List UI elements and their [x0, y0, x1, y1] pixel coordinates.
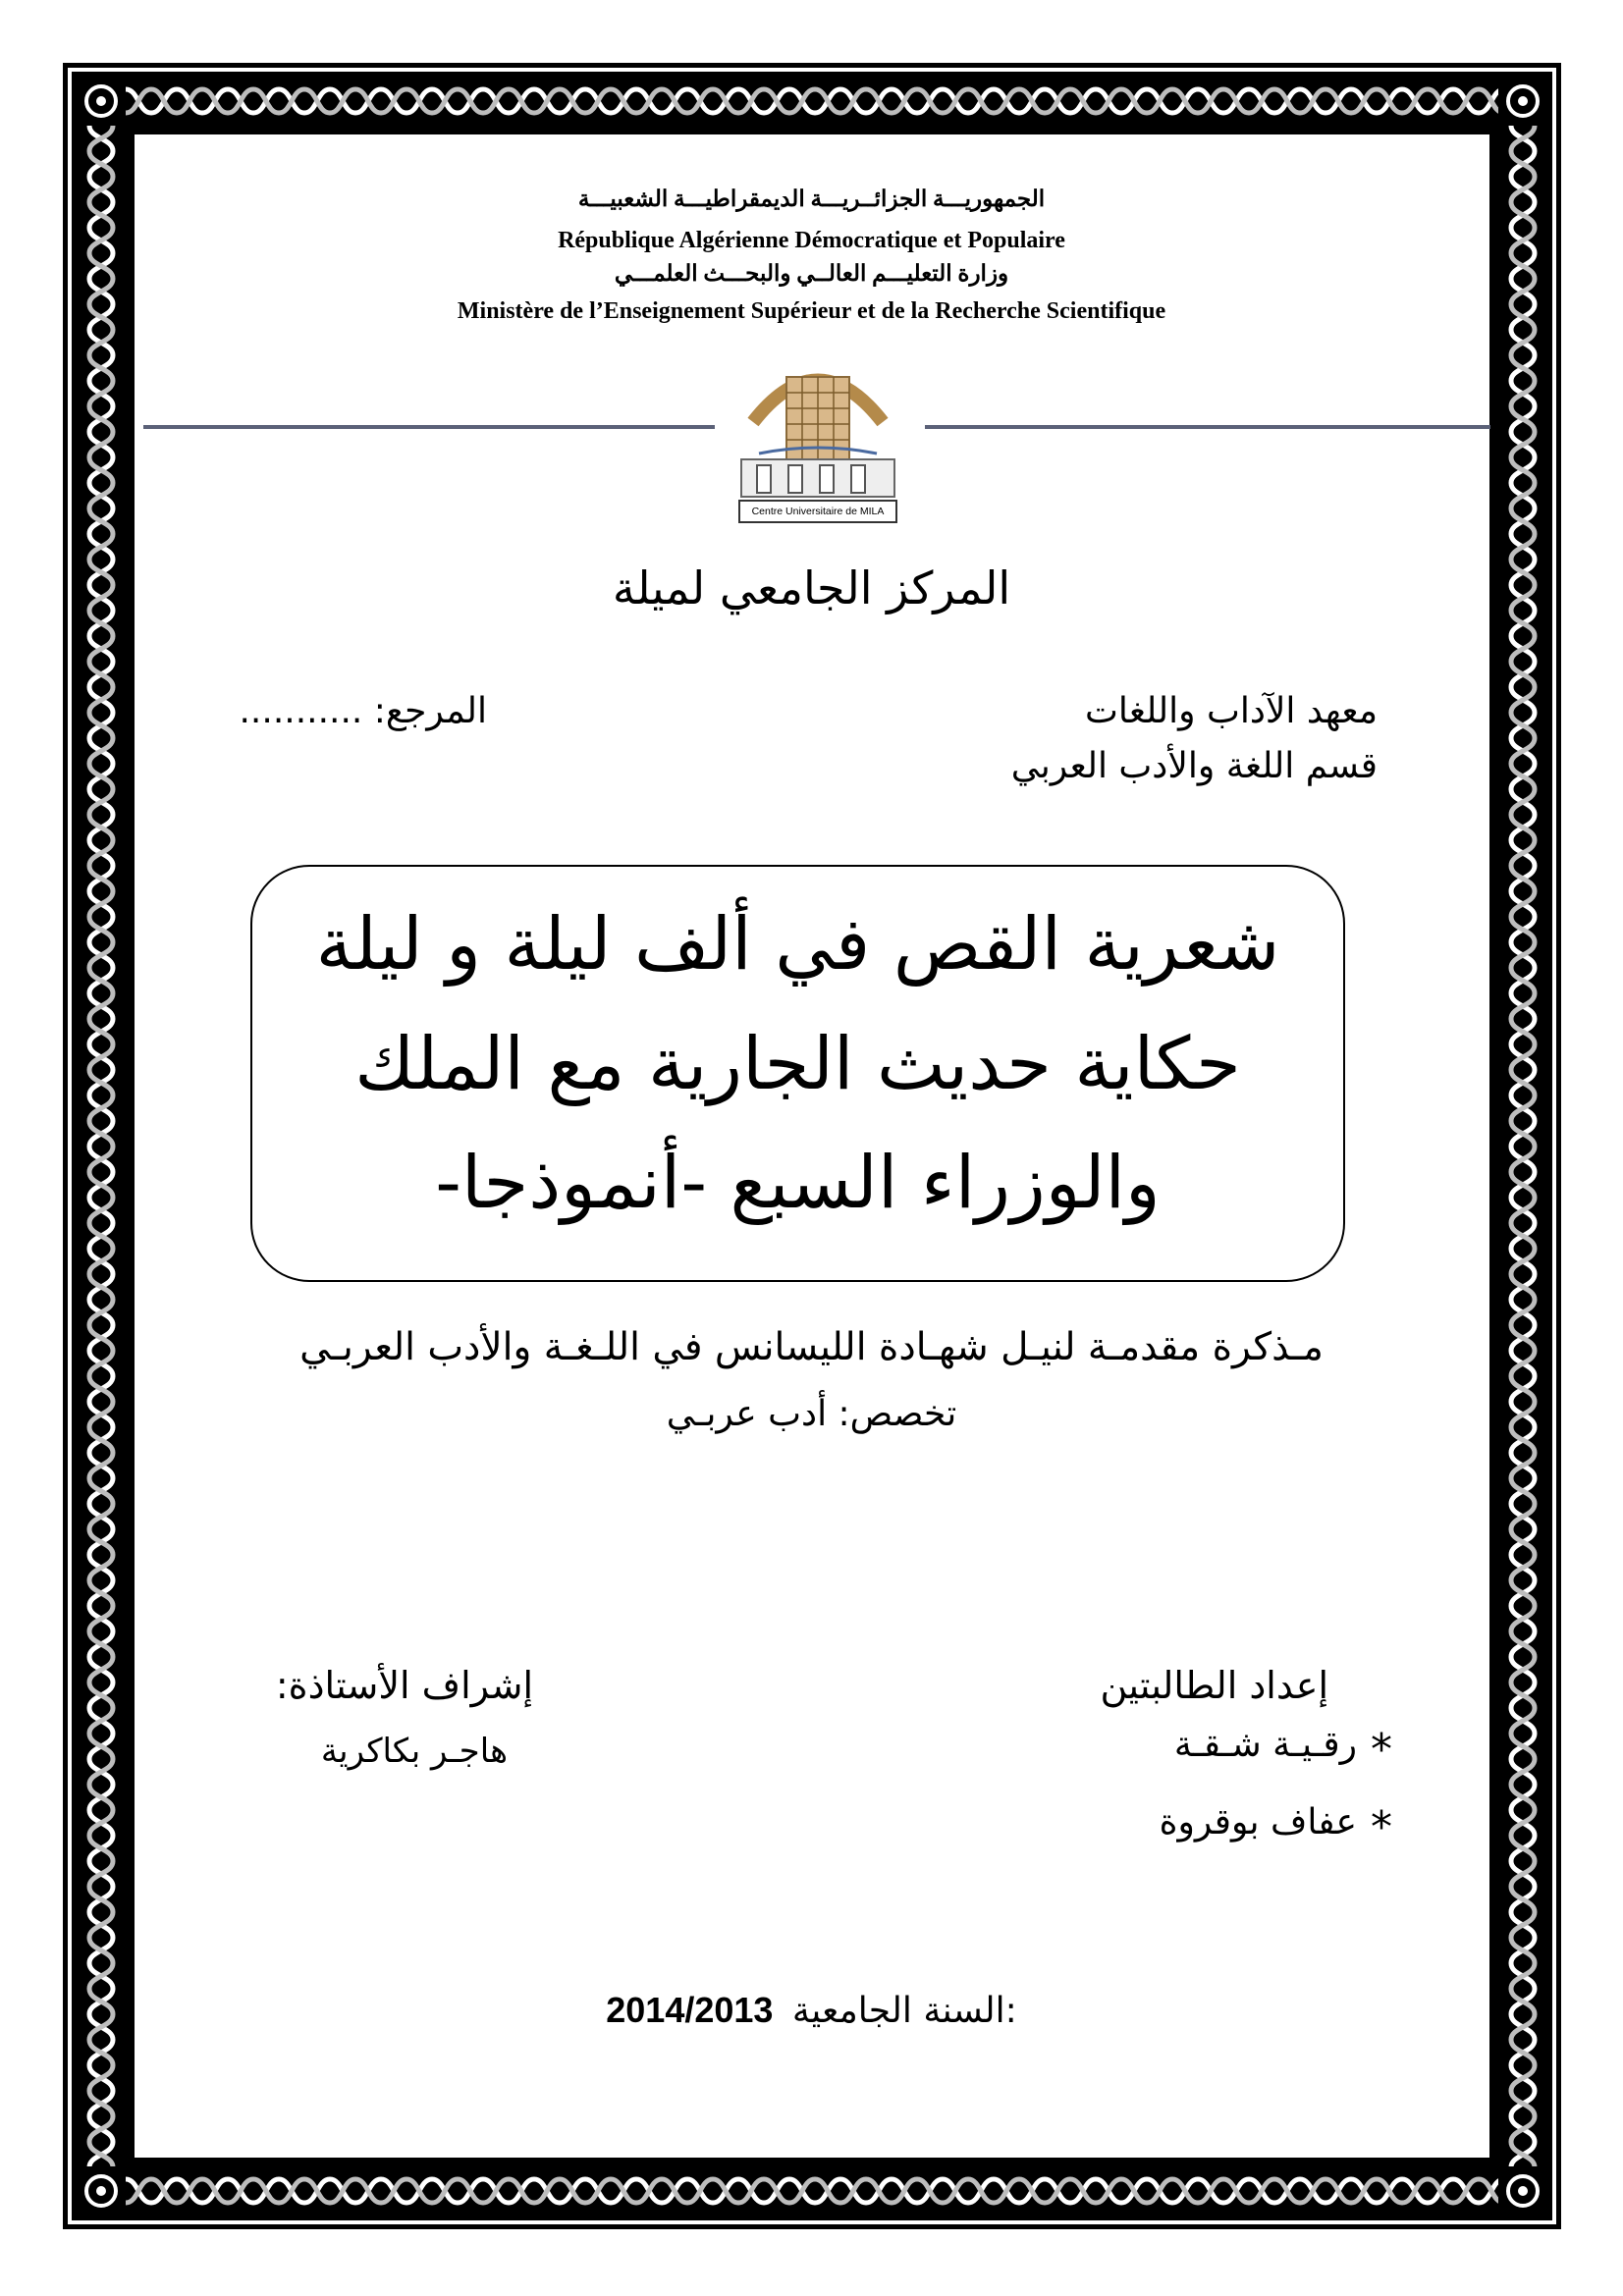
student-name: عفاف بوقروة [1159, 1802, 1357, 1842]
academic-year-value: 2014/2013 [606, 1990, 774, 2030]
corner-ornament-icon [79, 2168, 124, 2214]
thesis-title-line-1: شعرية القص في ألف ليلة و ليلة [315, 902, 1280, 987]
student-name: رقـيـة شـقـة [1173, 1725, 1357, 1765]
department-name: قسم اللغة والأدب العربي [1010, 746, 1378, 786]
border-chain-top [126, 80, 1498, 123]
reference-field: المرجع: ........... [239, 691, 487, 731]
students-heading: إعداد الطالبتين [1100, 1664, 1328, 1707]
border-chain-right [1501, 126, 1544, 2166]
academic-year-label: السنة الجامعية: [791, 1991, 1017, 2031]
ministry-french: Ministère de l’Enseignement Supérieur et de la Recherche Scientifique [457, 298, 1166, 324]
thesis-title-line-2: حكاية حديث الجارية مع الملك [354, 1022, 1241, 1106]
republic-arabic: الجمهوريـــة الجزائــريـــة الديمقراطيـــة الشعبيـــة [577, 187, 1046, 211]
logo-caption: Centre Universitaire de MILA [751, 506, 885, 517]
border-chain-bottom [126, 2169, 1498, 2213]
divider-right [925, 425, 1490, 429]
corner-ornament-icon [79, 79, 124, 124]
supervisor-heading: إشراف الأستاذة: [275, 1664, 533, 1707]
university-logo [730, 344, 906, 530]
student-entry [1160, 1802, 1392, 1852]
degree-statement: مـذكرة مقدمـة لنيـل شهـادة الليسانس في اللـغـة والأدب العربـي [299, 1325, 1324, 1369]
student-marker: * [1371, 1725, 1392, 1775]
thesis-title-line-3: والوزراء السبع -أنموذجا- [435, 1141, 1161, 1225]
university-name: المركز الجامعي لميلة [612, 561, 1011, 614]
specialty: تخصص: أدب عربـي [666, 1394, 957, 1434]
republic-french: République Algérienne Démocratique et Populaire [558, 228, 1065, 253]
institute-name: معهد الآداب واللغات [1085, 691, 1378, 731]
ministry-arabic: وزارة التعليـــم العالــي والبحـــث العلمـــي [614, 261, 1009, 286]
academic-year [137, 1990, 1486, 2031]
corner-ornament-icon [1500, 2168, 1545, 2214]
divider-left [143, 425, 715, 429]
border-chain-left [80, 126, 123, 2166]
corner-ornament-icon [1500, 79, 1545, 124]
student-marker: * [1371, 1802, 1392, 1852]
supervisor-name: هاجـر بكاكرية [320, 1732, 508, 1771]
student-entry [1174, 1725, 1392, 1775]
